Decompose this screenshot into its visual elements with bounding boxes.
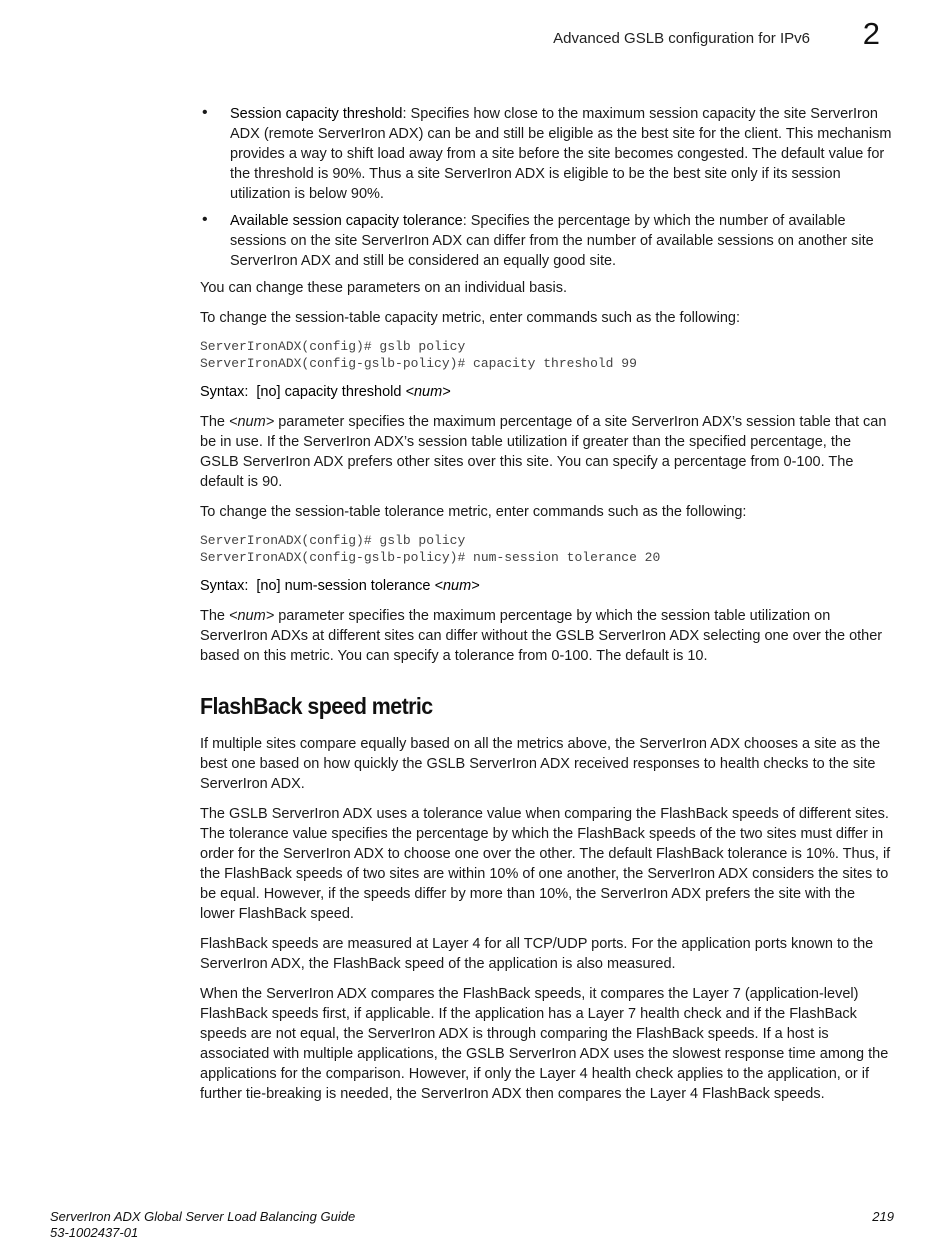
paragraph: When the ServerIron ADX compares the FlashBack speeds, it compares the Layer 7 (application-level) FlashBack speeds first, if applicable. If the application has a Layer 7 health check and if the FlashBack speeds are not equal, the ServerIron ADX is through comparing the FlashBack speeds. If a host is associated with multiple applications, the GSLB ServerIron ADX uses the slowest response time among the applications for the comparison. However, if only the Layer 4 health check applies to the application, or if further tie-breaking is needed, the ServerIron ADX then compares the Layer 4 FlashBack speeds.: [200, 986, 889, 1102]
syntax-label: Syntax:: [200, 384, 249, 400]
syntax-command: [no] num-session tolerance: [256, 578, 435, 594]
syntax-num-session-tolerance: [200, 576, 892, 596]
syntax-argument: <num>: [405, 384, 451, 400]
guide-title: ServerIron ADX Global Server Load Balancing Guide: [50, 1209, 356, 1224]
bullet-text: : Specifies how close to the maximum session capacity the site ServerIron ADX (remote ServerIron ADX) can be and still be eligible as the best site for the client. This mechanism provides a way to shift load away from a site before the site becomes congested. The default value for the threshold is 90%. Thus a site ServerIron ADX is eligible to be the best site only if its session utilization is below 90%.: [230, 106, 892, 202]
page-number: 219: [872, 1209, 894, 1224]
parameter-bullet-list: [200, 104, 892, 271]
paragraph: The GSLB ServerIron ADX uses a tolerance value when comparing the FlashBack speeds of different sites. The tolerance value specifies the percentage by which the FlashBack speeds of the two sites must differ in order for the ServerIron ADX to choose one over the other. The default FlashBack tolerance is 10%. Thus, if the FlashBack speeds of two sites are within 10% of one another, the ServerIron ADX considers the sites to be equal. However, if the speeds differ by more than 10%, the ServerIron ADX prefers the site with the lower FlashBack speed.: [200, 806, 891, 922]
list-item: [200, 211, 892, 271]
bullet-term: Session capacity threshold: [230, 106, 403, 122]
bullet-icon: •: [202, 104, 208, 121]
bullet-text: : Specifies the percentage by which the number of available sessions on the site ServerIron ADX can differ from the number of available sessions on another site ServerIron ADX and still be considered an equally good site.: [230, 213, 874, 269]
list-item: [200, 104, 892, 204]
syntax-command: [no] capacity threshold: [256, 384, 406, 400]
code-example-tolerance: ServerIronADX(config)# gslb policy ServerIronADX(config-gslb-policy)# num-session tolerance 20: [200, 533, 661, 565]
chapter-number: 2: [862, 16, 880, 51]
page-footer: [50, 1209, 894, 1241]
paragraph: [200, 606, 892, 666]
text-run: parameter specifies the maximum percentage of a site ServerIron ADX’s session table that can be in use. If the ServerIron ADX’s session table utilization if greater than the specified percentage, the GSLB ServerIron ADX prefers other sites over this site. You can specify a percentage from 0-100. The default is 90.: [200, 414, 887, 490]
text-run: The: [200, 608, 230, 624]
section-heading: FlashBack speed metric: [200, 693, 433, 719]
parameter-name: <num>: [229, 608, 275, 624]
code-example-capacity: ServerIronADX(config)# gslb policy ServerIronADX(config-gslb-policy)# capacity threshold 99: [200, 339, 637, 371]
syntax-argument: <num>: [434, 578, 480, 594]
page-body: [200, 104, 892, 1114]
syntax-label: Syntax:: [200, 578, 249, 594]
running-header-title: Advanced GSLB configuration for IPv6: [553, 30, 810, 47]
text-run: The: [200, 414, 230, 430]
bullet-term: Available session capacity tolerance: [230, 213, 463, 229]
paragraph: You can change these parameters on an individual basis.: [200, 280, 568, 296]
text-run: parameter specifies the maximum percentage by which the session table utilization on ServerIron ADXs at different sites can differ without the GSLB ServerIron ADX selecting one over the other based on this metric. You can specify a tolerance from 0-100. The default is 10.: [200, 608, 883, 664]
parameter-name: <num>: [229, 414, 275, 430]
paragraph: [200, 412, 892, 492]
bullet-icon: •: [202, 211, 208, 228]
paragraph: To change the session-table tolerance metric, enter commands such as the following:: [200, 504, 747, 520]
syntax-capacity-threshold: [200, 382, 892, 402]
paragraph: FlashBack speeds are measured at Layer 4 for all TCP/UDP ports. For the application ports known to the ServerIron ADX, the FlashBack speed of the application is also measured.: [200, 936, 874, 972]
paragraph: If multiple sites compare equally based on all the metrics above, the ServerIron ADX chooses a site as the best one based on how quickly the GSLB ServerIron ADX received responses to health checks to the site ServerIron ADX.: [200, 736, 881, 792]
paragraph: To change the session-table capacity metric, enter commands such as the following:: [200, 310, 740, 326]
document-number: 53-1002437-01: [50, 1225, 139, 1240]
